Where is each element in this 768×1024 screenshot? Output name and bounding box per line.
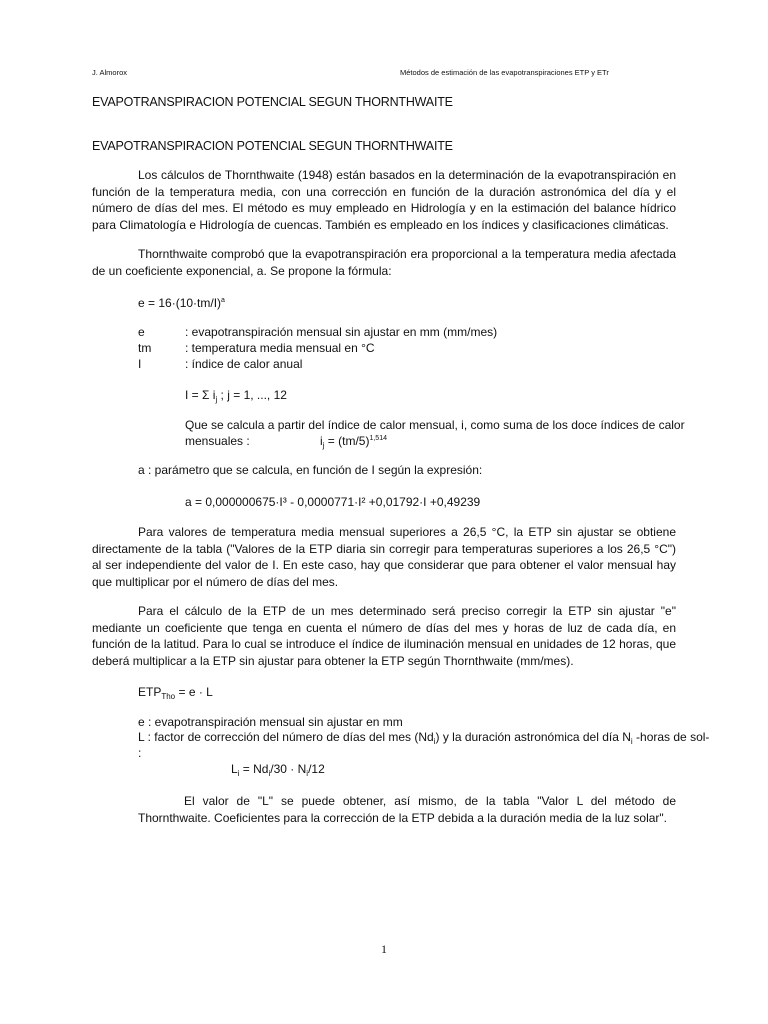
header-document-title: Métodos de estimación de las evapotranspiraciones ETP y ETr	[400, 68, 609, 77]
formula-e: $e = 16\cdot(10\cdot tm/I)^a$	[138, 296, 225, 310]
definition-e2: e : evapotranspiración mensual sin ajustar en mm	[138, 715, 403, 729]
definition-e: e : evapotranspiración mensual sin ajustar en mm (mm/mes)	[138, 325, 498, 339]
page-title: EVAPOTRANSPIRACION POTENCIAL SEGUN THORNTHWAITE	[92, 95, 453, 109]
paragraph-correction: Para el cálculo de la ETP de un mes determinado será preciso corregir la ETP sin ajustar "e" mediante un coeficiente que tenga en cuenta el número de días del mes y horas de luz de cada día, en función de la latitud. Para lo cual se introduce el índice de iluminación mensual en unidades de 12 horas, que deberá multiplicar a la ETP sin ajustar para obtener la ETP según Thornthwaite (mm/mes).	[92, 604, 676, 668]
note-monthly-index: Que se calcula a partir del índice de calor mensual, i, como suma de los doce índices de calor	[185, 418, 685, 432]
paragraph-L-table: El valor de "L" se puede obtener, así mismo, de la tabla "Valor L del método de Thornthwaite. Coeficientes para la corrección de la ETP debida a la duración media de la luz solar".	[138, 794, 676, 825]
formula-I: I = Σ $i_j$ ; j = 1, ..., 12	[185, 388, 287, 404]
definition-L-colon: :	[138, 746, 142, 760]
header-author: J. Almorox	[92, 68, 128, 77]
paragraph-high-temperature: Para valores de temperatura media mensual superiores a 26,5 °C, la ETP sin ajustar se obtiene directamente de la tabla ("Valores de la ETP diaria sin corregir para temperaturas superiores a los 26,5 °C") al ser independiente del valor de I. En este caso, hay que considerar que para obtener el valor mensual hay que multiplicar por el número de días del mes.	[92, 525, 676, 589]
formula-i: $i_j = (tm/5)^{1,514}$	[320, 434, 387, 450]
page-number: 1	[381, 942, 387, 956]
note-monthly-index-line2: mensuales :	[185, 434, 250, 448]
definition-tm: tm : temperatura media mensual en °C	[138, 341, 375, 355]
paragraph-intro: Los cálculos de Thornthwaite (1948) están basados en la determinación de la evapotranspiración en función de la temperatura media, con una corrección en función de la duración astronómica del día y el número de días del mes. El método es muy empleado en Hidrología y en la estimación del balance hídrico para Climatología e Hidrología de cuencas. También es empleado en los índices y clasificaciones climáticas.	[92, 168, 676, 232]
paragraph-formula-intro: Thornthwaite comprobó que la evapotranspiración era proporcional a la temperatura media afectada de un coeficiente exponencial, a. Se propone la fórmula:	[92, 247, 676, 278]
formula-L: $L_i = Nd_i/30 \cdot N_i/12$	[231, 762, 325, 778]
a-parameter-text: a : parámetro que se calcula, en función de I según la expresión:	[138, 463, 483, 477]
definition-L: L : factor de corrección del número de días del mes $(Nd_i)$ y la duración astronómica del día $N_i$ -horas de sol-	[138, 730, 710, 746]
section-title: EVAPOTRANSPIRACION POTENCIAL SEGUN THORNTHWAITE	[92, 139, 453, 153]
formula-etp-thornthwaite: $ETP_{Tho} = e \cdot L$	[138, 685, 213, 701]
formula-a: a = 0,000000675·I³ - 0,0000771·I² +0,01792·I +0,49239	[185, 495, 481, 509]
definition-I: I : índice de calor anual	[138, 357, 303, 371]
